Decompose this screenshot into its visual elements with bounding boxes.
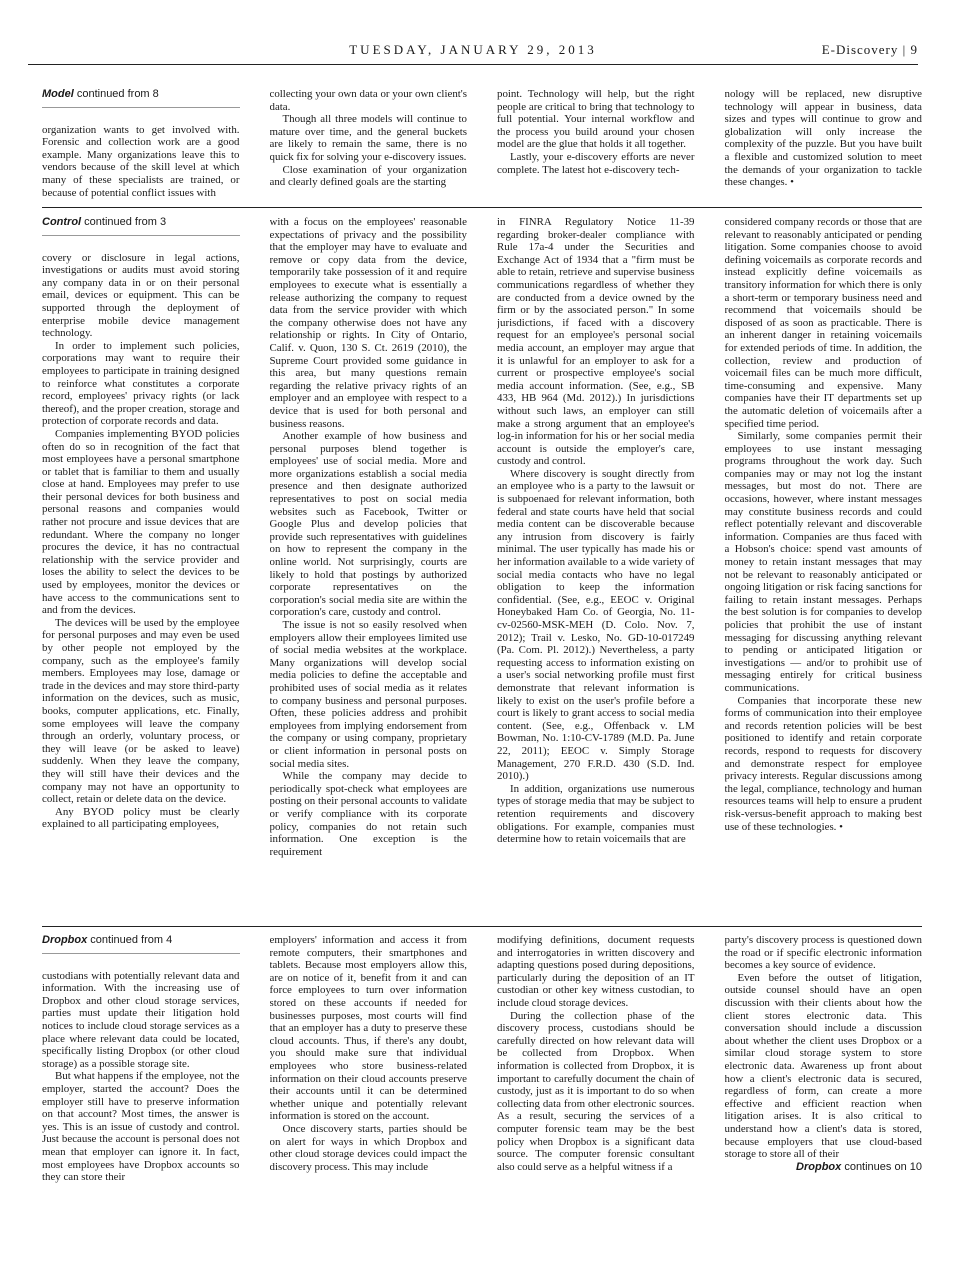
section-divider xyxy=(42,926,922,927)
model-col-3: point. Technology will help, but the right people are critical to bring that technology to full potential. Your internal workflow and the process you build around your chosen model are the glue that holds it all together. Lastly, your e-discovery efforts are never complete. The latest hot e-discovery tech- xyxy=(497,88,695,176)
dropbox-col-2: employers' information and access it from remote computers, their smartphones and tablets. Because most employers allow this, are on notice of it, benefit from it and can force employees to turn over information stored on these accounts if needed for businesses purposes, most courts will find that an employer has a duty to preserve these cloud accounts. Thus, if there's any doubt, you should make sure that individual employees who store business-related information on their cloud accounts preserve their accounts until it can be determined whether unique and potentially relevant information is stored on the account. Once discovery starts, parties should be on alert for ways in which Dropbox and other cloud storage devices could impact the discovery process. This may include xyxy=(269,934,467,1173)
header-date: TUESDAY, JANUARY 29, 2013 xyxy=(349,42,597,57)
control-section xyxy=(42,216,922,914)
control-continued-label: Control continued from 3 xyxy=(42,216,240,236)
dropbox-col-1: Dropbox continued from 4 custodians with potentially relevant data and information. With the increasing use of Dropbox and other cloud storage services, parties must update their litigation hold notices to include cloud storage services as a place where relevant data could be located, specifically listing Dropbox (or other cloud storage) as a possible storage site. But what happens if the employee, not the employer, started the account? Does the employer still have to preserve information on that account? Most times, the answer is yes. This is an issue of custody and control. Just because the account is personal does not mean that employer can ignore it. In fact, most employees have Dropbox accounts so they can store their xyxy=(42,934,240,1184)
dropbox-continued-label: Dropbox continued from 4 xyxy=(42,934,240,954)
section-divider xyxy=(42,207,922,208)
model-col-2: collecting your own data or your own client's data. Though all three models will continue to mature over time, and the general buckets are likely to remain the same, there is no quick fix for solving your e-discovery issues. Close examination of your organization and clearly defined goals are the starting xyxy=(269,88,467,189)
control-col-4: considered company records or those that are relevant to reasonably anticipated or pending litigation. Some companies choose to avoid defining voicemails as corporate records and instead explicitly define voicemails as transitory information for which there is only a short-term or temporary business need and recommend that voicemails should be disposed of as soon as practicable. There is an inherent danger in retaining voicemails for extended periods of time. In addition, the collection, review and production of voicemail files can be much more difficult, time-consuming and expensive. Many companies have their IT departments set up the automatic deletion of voicemails after a specified time period. Similarly, some companies permit their employees to use instant messaging programs throughout the work day. Such companies may or may not log the instant messages, but most do not. There are occasions, however, where instant messages may constitute business records and could reflect potentially relevant and discoverable information. Companies are thus faced with a Hobson's choice: spend vast amounts of money to retain instant messages that may not be relevant to reasonably anticipated or ongoing litigation or risk facing sanctions for failing to retain instant messages. Perhaps the best solution is for companies to develop policies that prohibit the use of instant messaging for discussing anything relevant to pending or anticipated litigation or investigations — and/or to prohibit use of messaging entirely for critical business communications. Companies that incorporate these new forms of communication into their employee and records retention policies will be best positioned to identify and retain corporate records, respond to requests for discovery and demonstrate respect for employee privacy interests. Regular discussions among the legal, compliance, technology and human resources teams will help to ensure a prudent risk-versus-benefit approach to making best use of these technologies. • xyxy=(724,216,922,833)
control-col-3: in FINRA Regulatory Notice 11-39 regarding broker-dealer compliance with Rule 17a-4 under the Securities and Exchange Act of 1934 that a "firm must be able to retain, retrieve and supervise business communications regardless of whether they are conducted from a device owned by the firm or by the associated person." In some jurisdictions, if faced with a discovery request for an employee's personal social media account, an employer may argue that it is unlawful for an employer to ask for a current or prospective employee's social media account information. (See, e.g., SB 433, HB 964 (Md. 2012).) In jurisdictions without such laws, an employer can still make a strong argument that an employee's log-in information for his or her social media account is outside the employer's care, custody and control. Where discovery is sought directly from an employee who is a party to the lawsuit or is subpoenaed for relevant information, both federal and state courts have held that social media content can be discoverable because any intrusion from discovery is fairly minimal. The user typically has made his or her information available to a wide variety of social media contacts who have no legal obligation to keep the information confidential. (See, e.g., EEOC v. Original Honeybaked Ham Co. of Georgia, No. 11-cv-02560-MSK-MEH (D. Colo. Nov. 7, 2012); Trail v. Lesko, No. GD-10-017249 (Pa. Com. Pl. 2012).) Nevertheless, a party requesting access to information existing on a user's social networking profile must first demonstrate that relevant information is likely to exist on the user's profile before a court is likely to grant access to social media content. (See, e.g., Offenback v. LM Bowman, No. 1:10-CV-1789 (M.D. Pa. June 22, 2011); EEOC v. Simply Storage Management, 270 F.R.D. 430 (S.D. Ind. 2010).) In addition, organizations use numerous types of storage media that may be subject to retention requirements and discovery obligations. For example, companies must determine how to retain voicemails that are xyxy=(497,216,695,846)
dropbox-continued-on: Dropbox continues on 10 xyxy=(796,1160,922,1173)
control-col-2: with a focus on the employees' reasonable expectations of privacy and the possibility that the employer may have to evaluate and remove or copy data from the device, temporarily take possession of it and require employees to execute what is essentially a release authorizing the company to request data from the service provider with which the company otherwise does not have any relationship or rights. In City of Ontario, Calif. v. Quon, 130 S. Ct. 2619 (2010), the Supreme Court provided some guidance in this area, but many questions remain regarding the relative privacy rights of an employer and an employee with respect to a device that is used for both personal and business reasons. Another example of how business and personal purposes blend together is employees' use of social media. More and more organizations establish a social media presence and then designate authorized representatives to post on social media websites such as Facebook, Twitter or Google Plus and develop policies that provide such representatives with guidelines on how to represent the company in the online world. Not surprisingly, courts are likely to hold that postings by authorized corporate representatives on the corporation's social media site are within the corporation's care, custody and control. The issue is not so easily resolved when employers allow their employees limited use of social media websites at the workplace. Many organizations will develop social media policies to define the acceptable and prohibited uses of social media as it relates to company business and personal purposes. Often, these policies address and prohibit employees from implying endorsement from the company or using company, proprietary or client information in personal posts on social media sites. While the company may decide to periodically spot-check what employees are posting on their personal accounts to validate or verify compliance with its corporate policy, companies do not retain such information. One exception is the requirement xyxy=(269,216,467,858)
control-col-1: Control continued from 3 covery or disclosure in legal actions, investigations or audits must avoid storing any company data in or on their personal email, devices or equipment. This can be supported through the deployment of enterprise mobile device management technology. In order to implement such policies, corporations may want to require their employees to participate in training designed to reinforce what constitutes a corporate record, employees' privacy rights (or lack thereof), and the proper creation, storage and protection of corporate records and data. Companies implementing BYOD policies often do so in recognition of the fact that most employees have a personal smartphone or tablet that is familiar to them and usually close at hand. Employees may prefer to use their personal devices for both business and personal reasons and companies would rather not procure and issue devices that are redundant. Where the company no longer procures the device, it has no contractual relationship with the service provider and loses the ability to select the devices to be used by employees, monitor the devices or have access to the communications sent to and from the devices. The devices will be used by the employee for personal purposes and may even be used by other people not employed by the company, such as the employee's family members. Employees may lose, damage or trade in the devices and may store third-party information on the devices, such as music, books, computer applications, etc. Finally, some employees will leave the company through an orderly, voluntary process, or they will leave (or be asked to leave) suddenly. When they leave the company, they will still have their devices and the company may not have an opportunity to collect, retain or delete data on the device. Any BYOD policy must be clearly explained to all participating employees, xyxy=(42,216,240,831)
model-col-1: Model continued from 8 organization wants to get involved with. Forensic and collection work are a good example. Many organizations leave this to vendors because of the skill level at which many of these specialists are trained, or because of potential conflict issues with xyxy=(42,88,240,199)
model-section xyxy=(42,88,922,199)
model-col-4: nology will be replaced, new disruptive technology will appear in business, data sizes and types will continue to grow and globalization will only increase the complexity of the puzzle. But you have built a flexible and customized solution to meet the demands of your organization to tackle these changes. • xyxy=(724,88,922,189)
header-section: E-Discovery | 9 xyxy=(821,42,918,57)
page-header xyxy=(28,40,918,65)
dropbox-col-3: modifying definitions, document requests and interrogatories in written discovery and adapting questions posed during depositions, particularly during the deposition of an IT custodian or other key witness custodian, to include cloud storage devices. During the collection phase of the discovery process, custodians should be carefully directed on how relevant data will be collected from Dropbox. When information is collected from Dropbox, it is important to carefully document the chain of custody, just as it is important to do so when collecting data from other electronic sources. As a result, securing the services of a computer forensic team may be the best policy when Dropbox is a significant data source. The computer forensic consultant also could serve as a helpful witness if a xyxy=(497,934,695,1173)
dropbox-col-4: party's discovery process is questioned down the road or if specific electronic information becomes a key source of evidence. Even before the outset of litigation, outside counsel should have an open discussion with their clients about how the client stores electronic data. This conversation should include a discussion about whether the client uses Dropbox or a similar cloud storage system to store electronic data. Awareness up front about how a client's electronic data is secured, regardless of form, can create a more effective and efficient reaction when litigation arises. It is also critical to understand how a client's data is stored, because employers that use cloud-based storage to store all of their Dropbox continues on 10 xyxy=(724,934,922,1173)
model-continued-label: Model continued from 8 xyxy=(42,88,240,108)
dropbox-section xyxy=(42,934,922,1252)
